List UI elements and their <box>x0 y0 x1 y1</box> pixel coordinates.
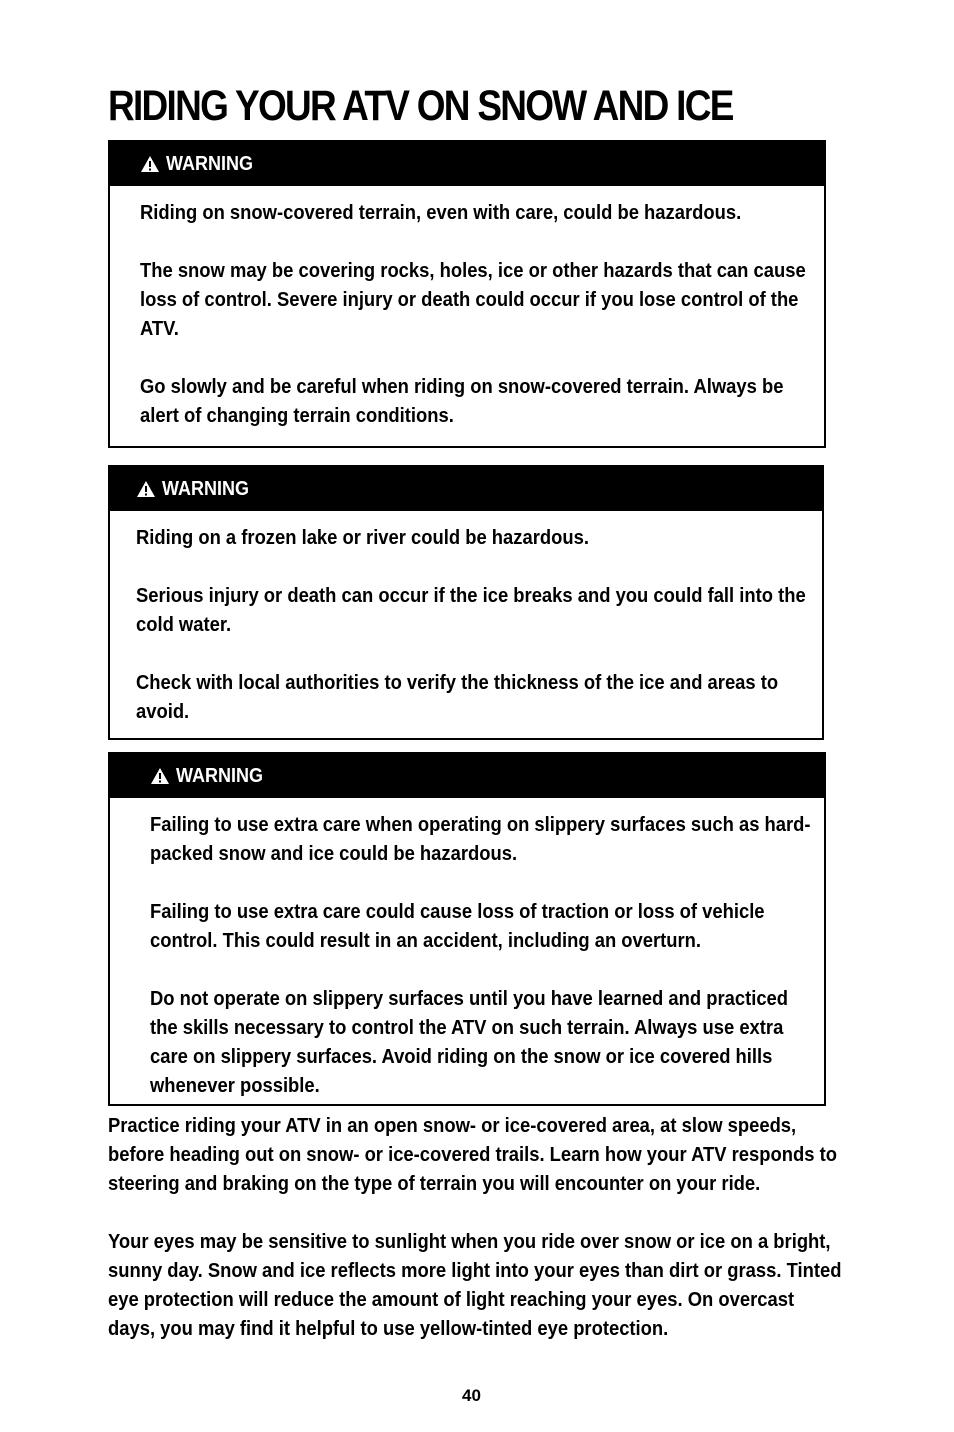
page-title: RIDING YOUR ATV ON SNOW AND ICE <box>108 82 733 130</box>
warning-label: WARNING <box>176 764 264 787</box>
warning-body <box>110 511 822 727</box>
warning-paragraph: Failing to use extra care could cause loss of traction or loss of vehicle control. This could result in an accident, including an overturn. <box>150 901 765 952</box>
warning-paragraph: Do not operate on slippery surfaces until you have learned and practiced the skills necessary to control the ATV on such terrain. Always use extra care on slippery surfaces. Avoid riding on the snow or ice covered hills whenever possible. <box>150 988 789 1097</box>
warning-paragraph: Failing to use extra care when operating on slippery surfaces such as hard-packed snow and ice could be hazardous. <box>150 814 811 865</box>
warning-box-frozen-lake <box>108 465 824 740</box>
warning-triangle-icon <box>140 155 160 173</box>
warning-paragraph: Riding on snow-covered terrain, even with care, could be hazardous. <box>140 202 742 224</box>
warning-box-slippery-surfaces <box>108 752 826 1106</box>
warning-label: WARNING <box>162 477 250 500</box>
warning-paragraph: Go slowly and be careful when riding on snow-covered terrain. Always be alert of changing terrain conditions. <box>140 376 784 427</box>
warning-paragraph: Riding on a frozen lake or river could be hazardous. <box>136 527 589 549</box>
body-paragraph-practice: Practice riding your ATV in an open snow- or ice-covered area, at slow speeds, before heading out on snow- or ice-covered trails. Learn how your ATV responds to steering and braking on the type of terrain you will encounter on your ride. <box>108 1115 837 1195</box>
body-paragraph-eye-protection: Your eyes may be sensitive to sunlight when you ride over snow or ice on a bright, sunny day. Snow and ice reflects more light into your eyes than dirt or grass. Tinted eye protection will reduce the amount of light reaching your eyes. On overcast days, you may find it helpful to use yellow-tinted eye protection. <box>108 1231 842 1340</box>
warning-paragraph: Serious injury or death can occur if the ice breaks and you could fall into the cold water. <box>136 585 806 636</box>
warning-paragraph: Check with local authorities to verify the thickness of the ice and areas to avoid. <box>136 672 779 723</box>
warning-body <box>110 186 824 431</box>
warning-triangle-icon <box>136 480 156 498</box>
warning-triangle-icon <box>150 767 170 785</box>
warning-paragraph: The snow may be covering rocks, holes, ice or other hazards that can cause loss of control. Severe injury or death could occur if you lose control of the ATV. <box>140 260 806 340</box>
warning-header <box>110 754 824 798</box>
warning-body <box>110 798 824 1101</box>
page-number: 40 <box>462 1386 481 1405</box>
warning-header <box>110 467 822 511</box>
warning-header <box>110 142 824 186</box>
warning-label: WARNING <box>166 152 254 175</box>
warning-box-snow <box>108 140 826 448</box>
